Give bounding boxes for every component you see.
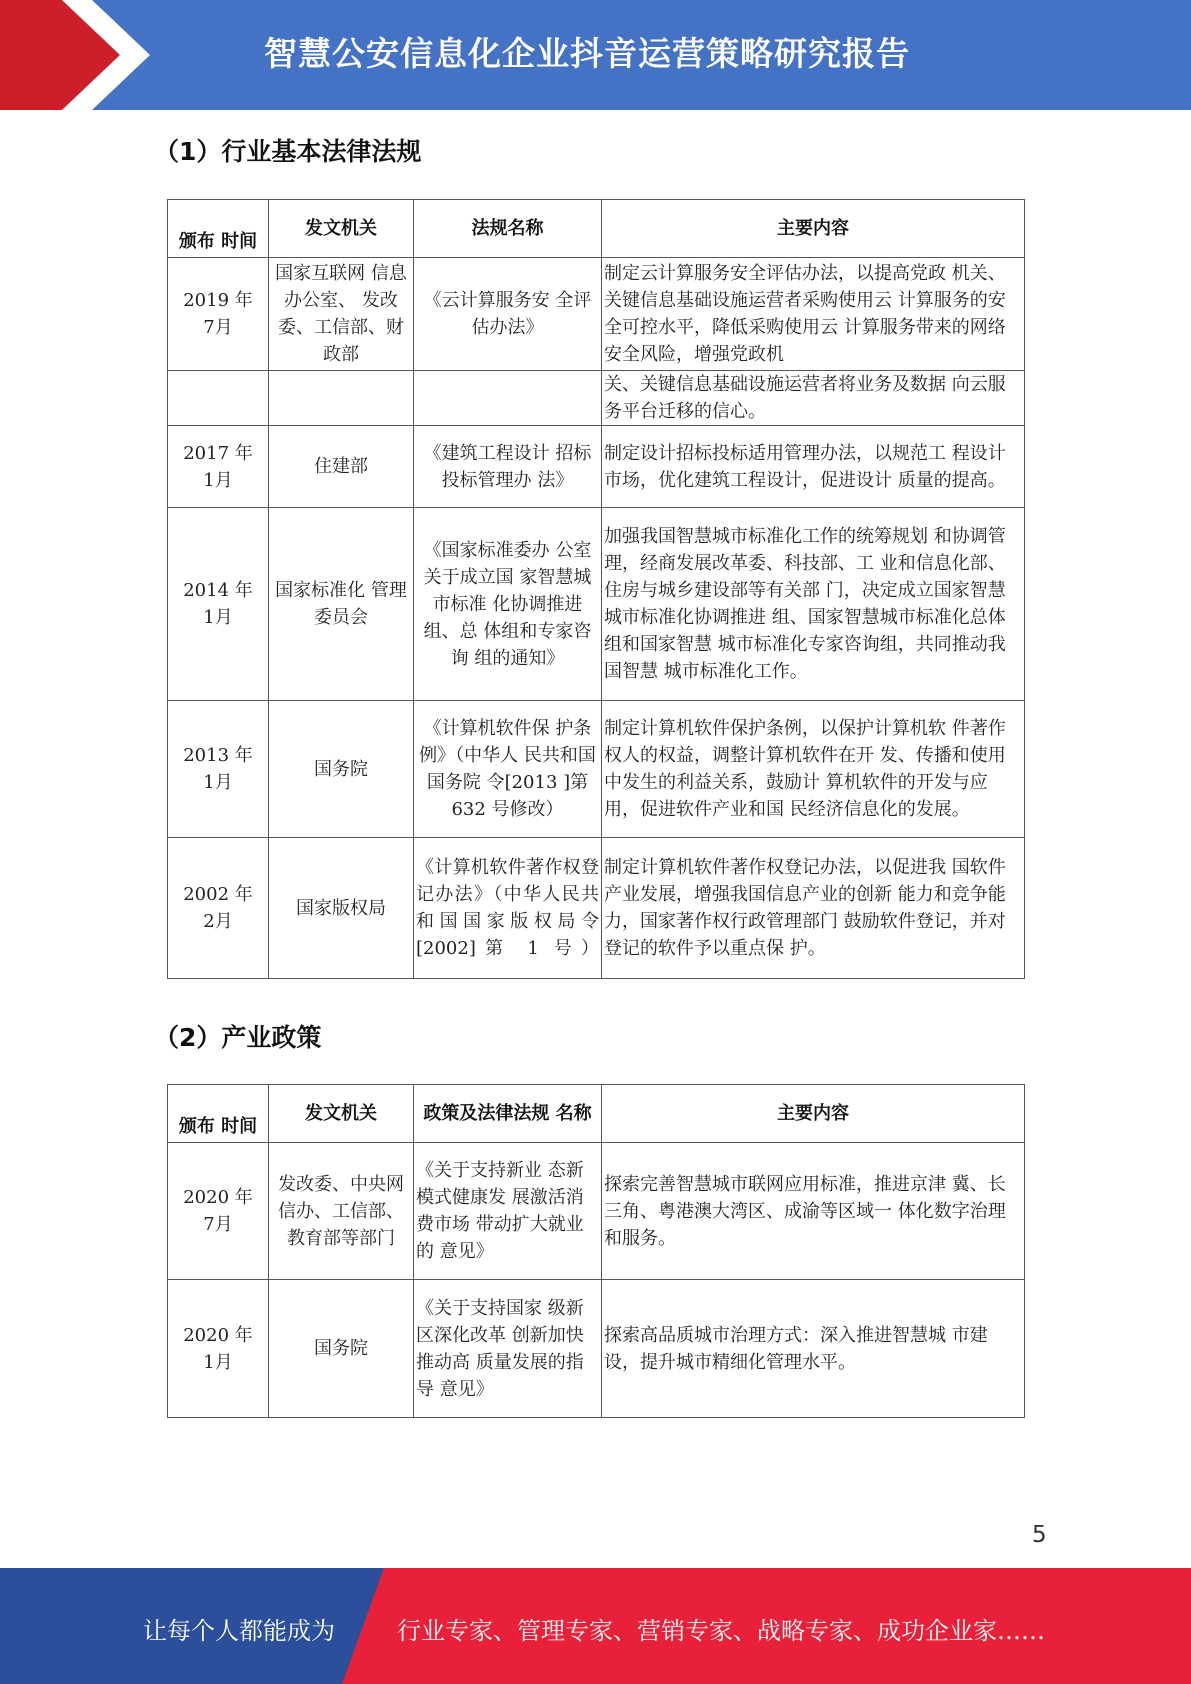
page-number: 5 bbox=[1032, 1522, 1047, 1548]
column-header-name: 法规名称 bbox=[414, 200, 602, 258]
cell-policy-name: 《关于支持国家 级新区深化改革 创新加快推动高 质量发展的指导 意见》 bbox=[414, 1280, 602, 1418]
column-header-time: 颁布 时间 bbox=[168, 1085, 269, 1143]
cell-issuer: 发改委、中央网信办、工信部、教育部等部门 bbox=[269, 1143, 414, 1280]
cell-regulation-name: 《计算机软件保 护条例》（中华人 民共和国国务院 令[2013 ]第 632 号修改） bbox=[414, 701, 602, 838]
time-year: 2019 年 bbox=[183, 290, 253, 311]
cell-issuer: 住建部 bbox=[269, 426, 414, 508]
section-heading-industry-policy: （2）产业政策 bbox=[154, 1023, 322, 1052]
time-year: 2013 年 bbox=[183, 745, 253, 766]
column-header-content: 主要内容 bbox=[602, 200, 1025, 258]
cell-issuer: 国务院 bbox=[269, 1280, 414, 1418]
time-year: 2002 年 bbox=[183, 884, 253, 905]
time-year: 2014 年 bbox=[183, 580, 253, 601]
footer-slogan-left: 让每个人都能成为 bbox=[143, 1617, 335, 1645]
time-month: 2月 bbox=[203, 911, 233, 932]
column-header-content: 主要内容 bbox=[602, 1085, 1025, 1143]
cell-time bbox=[168, 701, 269, 838]
cell-time bbox=[168, 508, 269, 701]
cell-regulation-name: 《国家标准委办 公室关于成立国 家智慧城市标准 化协调推进组、总 体组和专家咨询 组的通知》 bbox=[414, 508, 602, 701]
time-month: 1月 bbox=[203, 772, 233, 793]
table-row bbox=[168, 701, 1025, 838]
table-header-row bbox=[168, 1085, 1025, 1143]
time-year: 2020 年 bbox=[183, 1324, 253, 1346]
column-header-time: 颁布 时间 bbox=[168, 200, 269, 258]
table-row bbox=[168, 1143, 1025, 1280]
section-heading-laws: （1）行业基本法律法规 bbox=[154, 137, 422, 166]
cell-time bbox=[168, 371, 269, 426]
table-row bbox=[168, 1280, 1025, 1418]
cell-regulation-name: 《计算机软件著作权登记办法》（中华人民共和国国家版权局令[2002]第 1 号） bbox=[414, 838, 602, 979]
cell-regulation-name: 《建筑工程设计 招标投标管理办 法》 bbox=[414, 426, 602, 508]
time-month: 1月 bbox=[203, 607, 233, 628]
cell-content: 制定设计招标投标适用管理办法，以规范工 程设计市场，优化建筑工程设计，促进设计 质量的提高。 bbox=[602, 426, 1025, 508]
table-row bbox=[168, 426, 1025, 508]
cell-regulation-name: 《云计算服务安 全评估办法》 bbox=[414, 258, 602, 371]
cell-issuer bbox=[269, 371, 414, 426]
cell-content: 探索完善智慧城市联网应用标准，推进京津 冀、长三角、粤港澳大湾区、成渝等区域一 体化数字治理和服务。 bbox=[602, 1143, 1025, 1280]
report-title: 智慧公安信息化企业抖音运营策略研究报告 bbox=[264, 34, 910, 73]
cell-issuer: 国家标准化 管理委员会 bbox=[269, 508, 414, 701]
table-row bbox=[168, 258, 1025, 371]
time-month: 7月 bbox=[203, 1214, 233, 1235]
time-month: 1月 bbox=[203, 469, 233, 491]
cell-time bbox=[168, 426, 269, 508]
cell-issuer: 国家互联网 信息办公室、 发改委、工信部、财政部 bbox=[269, 258, 414, 371]
cell-time bbox=[168, 1280, 269, 1418]
table-row bbox=[168, 508, 1025, 701]
cell-content: 制定云计算服务安全评估办法，以提高党政 机关、关键信息基础设施运营者采购使用云 计算服务的安全可控水平，降低采购使用云 计算服务带来的网络安全风险，增强党政机 bbox=[602, 258, 1025, 371]
cell-policy-name: 《关于支持新业 态新模式健康发 展激活消费市场 带动扩大就业的 意见》 bbox=[414, 1143, 602, 1280]
table-row bbox=[168, 838, 1025, 979]
time-month: 7月 bbox=[203, 317, 233, 338]
cell-content: 加强我国智慧城市标准化工作的统筹规划 和协调管理，经商发展改革委、科技部、工 业和信息化部、住房与城乡建设部等有关部 门，决定成立国家智慧城市标准化协调推进 组、国家智慧城市标准化总体组和国家智慧 城市标准化专家咨询组，共同推动我国智慧 城市标准化工作。 bbox=[602, 508, 1025, 701]
column-header-issuer: 发文机关 bbox=[269, 200, 414, 258]
cell-content: 制定计算机软件著作权登记办法，以促进我 国软件产业发展，增强我国信息产业的创新 能力和竞争能力，国家著作权行政管理部门 鼓励软件登记，并对登记的软件予以重点保 护。 bbox=[602, 838, 1025, 979]
time-year: 2020 年 bbox=[183, 1187, 253, 1208]
cell-content: 探索高品质城市治理方式：深入推进智慧城 市建设，提升城市精细化管理水平。 bbox=[602, 1280, 1025, 1418]
cell-content: 关、关键信息基础设施运营者将业务及数据 向云服务平台迁移的信心。 bbox=[602, 371, 1025, 426]
laws-table bbox=[167, 199, 1025, 979]
column-header-name: 政策及法律法规 名称 bbox=[414, 1085, 602, 1143]
page-footer bbox=[0, 1568, 1191, 1684]
cell-time bbox=[168, 838, 269, 979]
cell-regulation-name bbox=[414, 371, 602, 426]
table-row bbox=[168, 371, 1025, 426]
footer-slogan-right: 行业专家、管理专家、营销专家、战略专家、成功企业家…… bbox=[397, 1617, 1045, 1645]
column-header-issuer: 发文机关 bbox=[269, 1085, 414, 1143]
time-year: 2017 年 bbox=[183, 442, 253, 464]
time-month: 1月 bbox=[203, 1351, 233, 1373]
cell-time bbox=[168, 258, 269, 371]
cell-issuer: 国家版权局 bbox=[269, 838, 414, 979]
page-header bbox=[0, 0, 1191, 110]
cell-issuer: 国务院 bbox=[269, 701, 414, 838]
table-header-row bbox=[168, 200, 1025, 258]
cell-time bbox=[168, 1143, 269, 1280]
cell-content: 制定计算机软件保护条例，以保护计算机软 件著作权人的权益，调整计算机软件在开 发、传播和使用中发生的利益关系，鼓励计 算机软件的开发与应用，促进软件产业和国 民经济信息化的发展。 bbox=[602, 701, 1025, 838]
policy-table bbox=[167, 1084, 1025, 1418]
